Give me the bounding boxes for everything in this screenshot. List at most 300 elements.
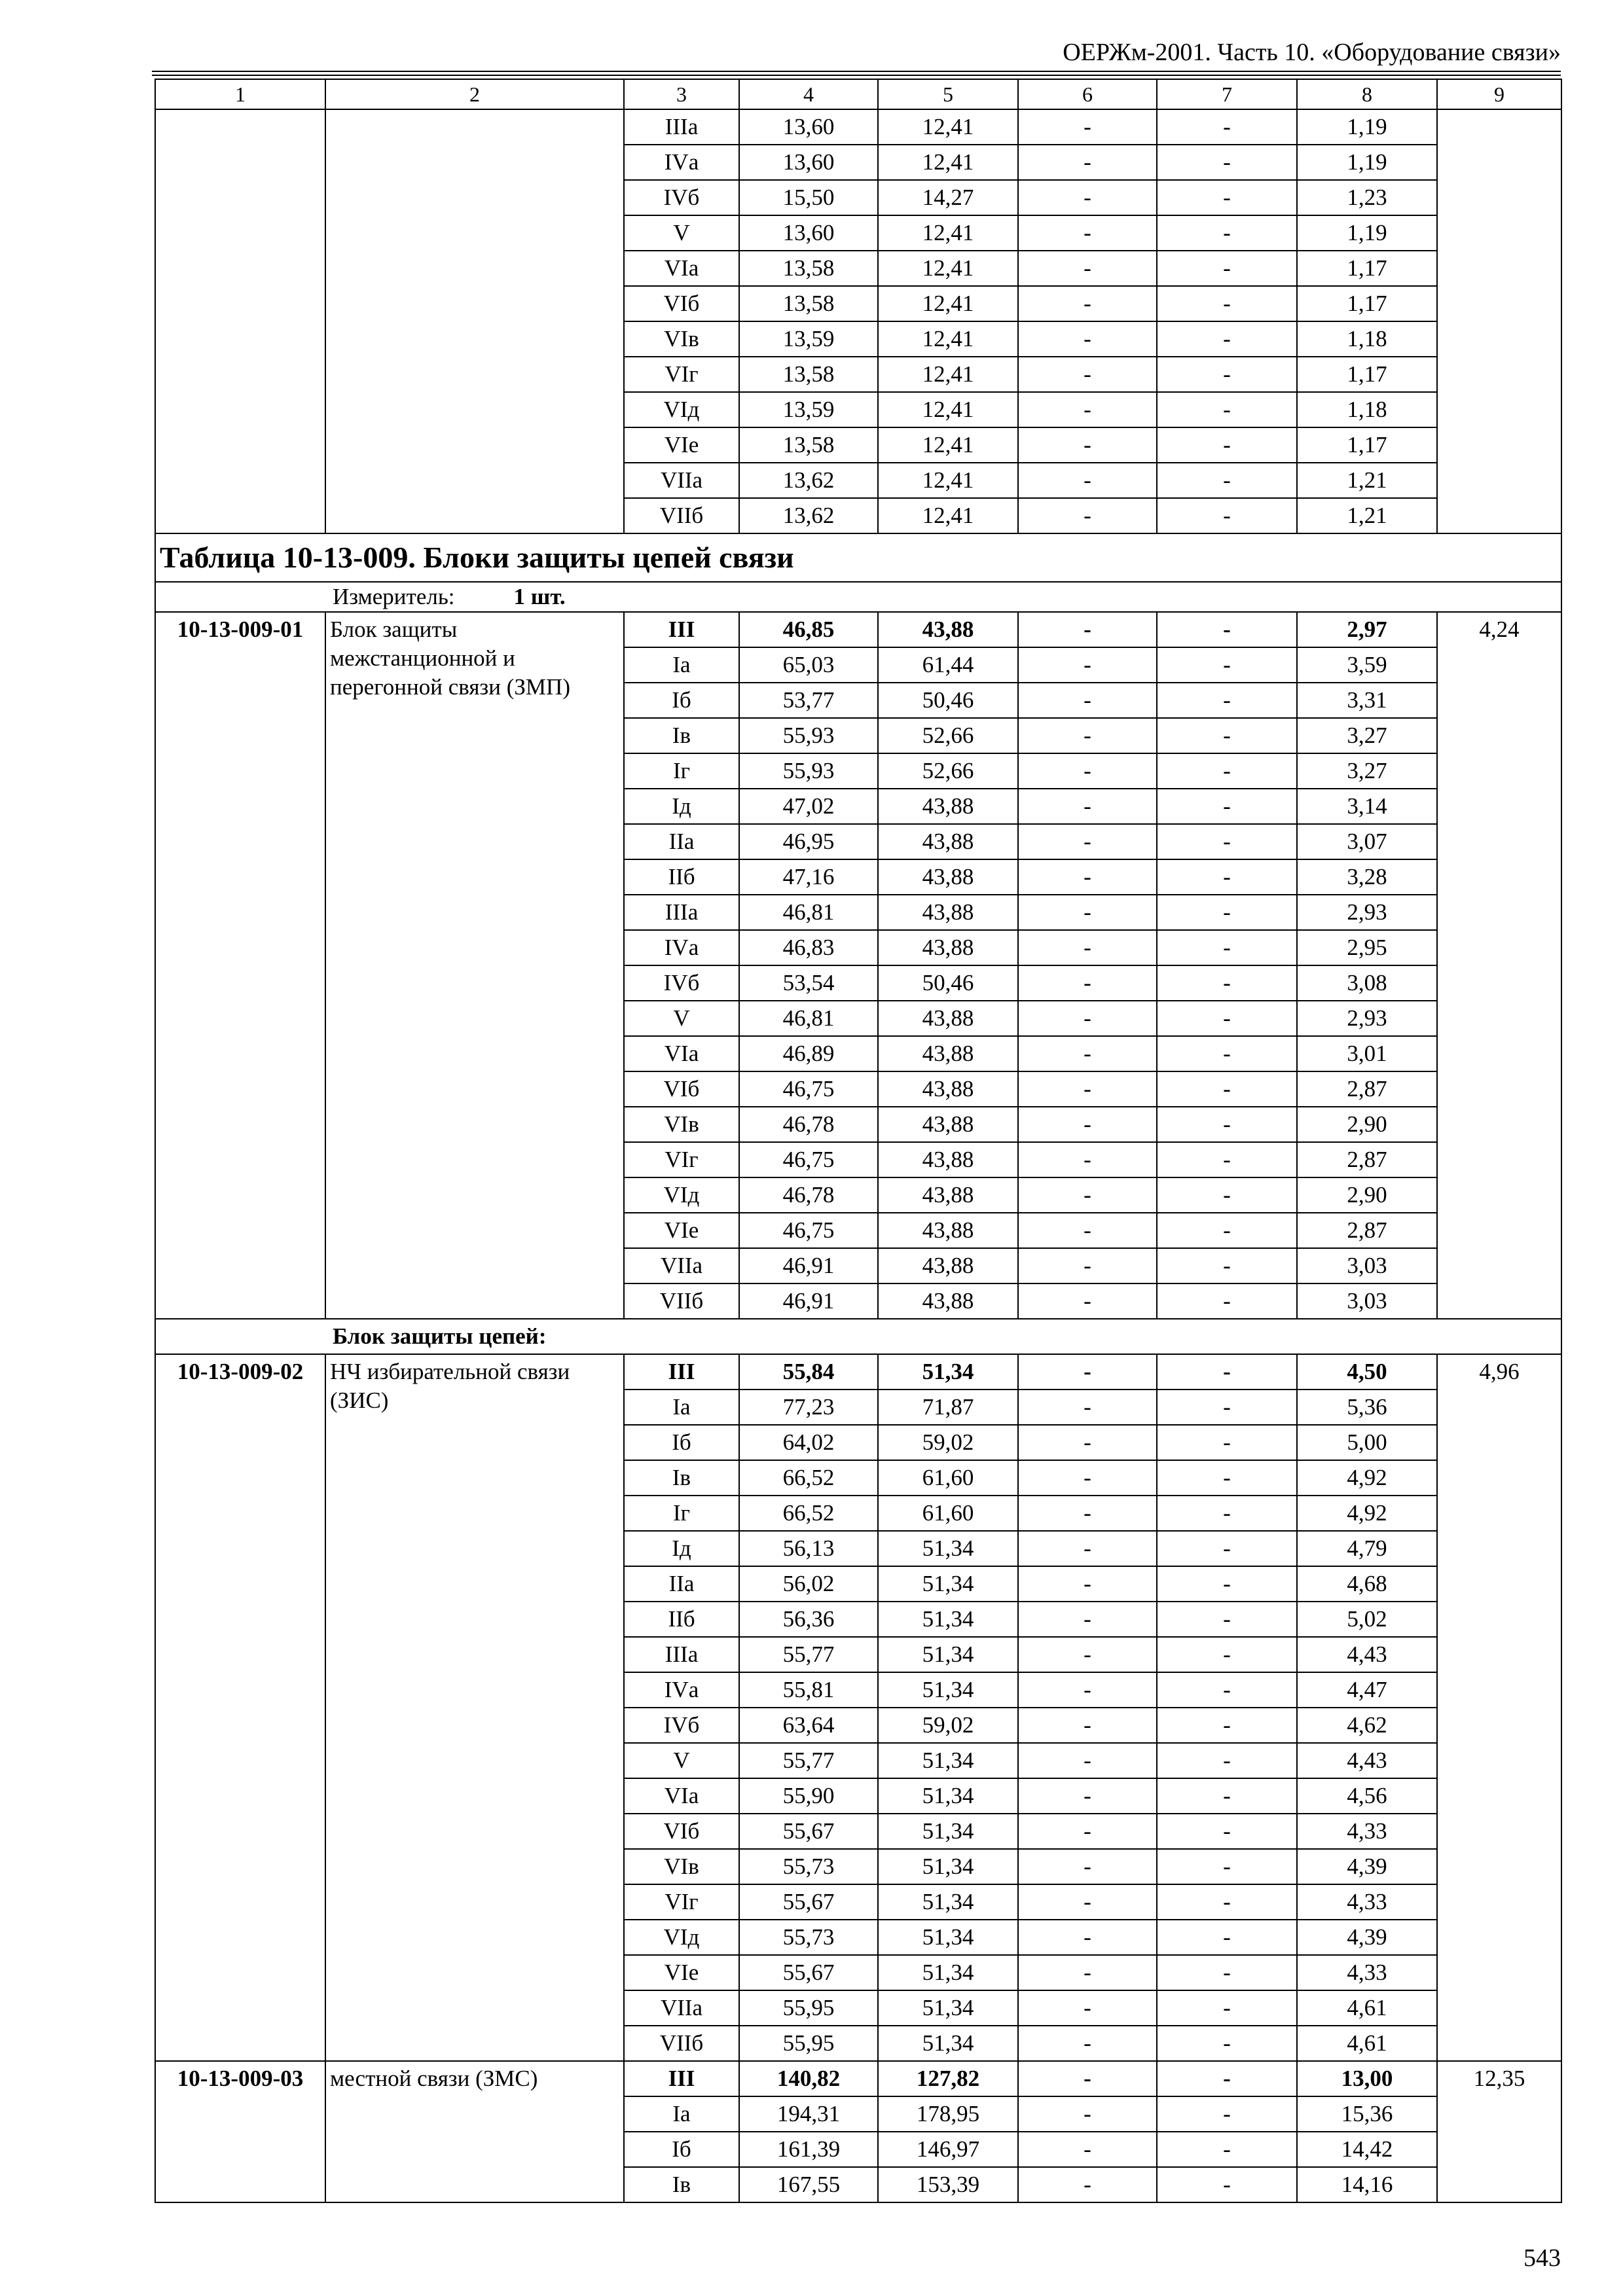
value-cell: 1,18 <box>1297 321 1437 357</box>
value-cell: 56,02 <box>739 1566 878 1602</box>
value-cell: - <box>1157 357 1297 392</box>
zone-cell: IIIа <box>624 1637 739 1672</box>
zone-cell: IIб <box>624 1602 739 1637</box>
value-cell: 43,88 <box>878 1107 1018 1142</box>
value-cell: 3,28 <box>1297 859 1437 895</box>
zone-cell: V <box>624 1001 739 1036</box>
value-cell: 2,90 <box>1297 1177 1437 1213</box>
meter-value: 1 шт. <box>513 584 566 609</box>
value-cell: 4,33 <box>1297 1884 1437 1920</box>
value-cell: 63,64 <box>739 1708 878 1743</box>
value-cell: 12,41 <box>878 109 1018 145</box>
value-cell: 3,27 <box>1297 718 1437 753</box>
value-cell: - <box>1157 1708 1297 1743</box>
value-cell: - <box>1157 215 1297 251</box>
zone-cell: VIIб <box>624 2026 739 2061</box>
item-code: 10-13-009-01 <box>155 612 325 1319</box>
value-cell: - <box>1157 1460 1297 1496</box>
value-cell: - <box>1018 683 1157 718</box>
value-cell: 1,18 <box>1297 392 1437 427</box>
value-cell: - <box>1018 1390 1157 1425</box>
zone-cell: VIе <box>624 1213 739 1248</box>
value-cell: - <box>1157 789 1297 824</box>
value-cell: - <box>1157 1425 1297 1460</box>
item-name: Блок защиты межстанционной и перегонной связи (ЗМП) <box>325 612 624 1319</box>
value-cell: 43,88 <box>878 1001 1018 1036</box>
item-code: 10-13-009-03 <box>155 2061 325 2202</box>
value-cell: 61,44 <box>878 647 1018 683</box>
value-cell: - <box>1157 930 1297 965</box>
zone-cell: Iг <box>624 753 739 789</box>
value-cell: - <box>1018 1283 1157 1319</box>
zone-cell: Iа <box>624 1390 739 1425</box>
value-cell: 65,03 <box>739 647 878 683</box>
value-cell: - <box>1157 463 1297 498</box>
column-number: 5 <box>878 79 1018 109</box>
value-cell: - <box>1018 321 1157 357</box>
zone-cell: VIб <box>624 1071 739 1107</box>
value-cell: 43,88 <box>878 1036 1018 1071</box>
value-cell: - <box>1018 1814 1157 1849</box>
zone-cell: Iа <box>624 647 739 683</box>
value-cell: 146,97 <box>878 2132 1018 2167</box>
column-number: 1 <box>155 79 325 109</box>
column-number: 4 <box>739 79 878 109</box>
value-cell: 4,47 <box>1297 1672 1437 1708</box>
value-cell: 55,93 <box>739 753 878 789</box>
value-cell: 3,01 <box>1297 1036 1437 1071</box>
value-cell: 51,34 <box>878 1531 1018 1566</box>
value-cell: 52,66 <box>878 718 1018 753</box>
value-cell: 55,84 <box>739 1354 878 1390</box>
value-cell: - <box>1157 180 1297 215</box>
value-cell: - <box>1157 1920 1297 1955</box>
value-cell: - <box>1018 753 1157 789</box>
zone-cell: Iб <box>624 2132 739 2167</box>
zone-cell: Iв <box>624 1460 739 1496</box>
value-cell: - <box>1157 1142 1297 1177</box>
value-cell: 2,87 <box>1297 1142 1437 1177</box>
value-cell: 127,82 <box>878 2061 1018 2096</box>
value-cell: 51,34 <box>878 1920 1018 1955</box>
rates-table <box>155 79 1562 2203</box>
value-cell: 4,61 <box>1297 1990 1437 2026</box>
value-cell: 4,39 <box>1297 1920 1437 1955</box>
value-cell: - <box>1157 1990 1297 2026</box>
value-cell: 43,88 <box>878 824 1018 859</box>
value-cell: 4,68 <box>1297 1566 1437 1602</box>
value-cell: 13,58 <box>739 427 878 463</box>
value-cell: - <box>1157 1036 1297 1071</box>
column-numbers-row <box>155 79 1561 109</box>
zone-cell: VIIб <box>624 1283 739 1319</box>
value-cell: 4,43 <box>1297 1637 1437 1672</box>
value-cell: - <box>1018 1778 1157 1814</box>
value-cell: - <box>1018 895 1157 930</box>
value-cell: 43,88 <box>878 612 1018 647</box>
value-cell: - <box>1018 1213 1157 1248</box>
value-cell: 46,78 <box>739 1177 878 1213</box>
value-cell: 13,62 <box>739 498 878 533</box>
value-cell: 46,95 <box>739 824 878 859</box>
value-cell: - <box>1018 930 1157 965</box>
value-cell: - <box>1018 109 1157 145</box>
value-cell: - <box>1018 789 1157 824</box>
value-cell: - <box>1018 1248 1157 1283</box>
value-cell: - <box>1157 1637 1297 1672</box>
value-cell: 2,93 <box>1297 895 1437 930</box>
zone-cell: IVа <box>624 1672 739 1708</box>
value-cell: 153,39 <box>878 2167 1018 2202</box>
value-cell: 3,03 <box>1297 1248 1437 1283</box>
zone-cell: VIIа <box>624 1248 739 1283</box>
value-cell: 46,75 <box>739 1213 878 1248</box>
meter-label: Измеритель: <box>333 584 455 609</box>
value-cell: - <box>1157 718 1297 753</box>
zone-cell: Iв <box>624 2167 739 2202</box>
value-cell: 43,88 <box>878 789 1018 824</box>
value-cell: 13,59 <box>739 392 878 427</box>
value-cell: 4,79 <box>1297 1531 1437 1566</box>
value-cell: - <box>1157 1955 1297 1990</box>
value-cell: 46,75 <box>739 1142 878 1177</box>
value-cell: 51,34 <box>878 1602 1018 1637</box>
column-number: 3 <box>624 79 739 109</box>
value-cell: 12,41 <box>878 145 1018 180</box>
value-cell: 47,02 <box>739 789 878 824</box>
value-cell: 14,16 <box>1297 2167 1437 2202</box>
value-cell: 55,73 <box>739 1920 878 1955</box>
value-cell: - <box>1018 1672 1157 1708</box>
value-cell: 51,34 <box>878 1672 1018 1708</box>
value-cell: 50,46 <box>878 683 1018 718</box>
value-cell: 4,62 <box>1297 1708 1437 1743</box>
value-cell: 1,23 <box>1297 180 1437 215</box>
empty-cell <box>155 109 325 533</box>
value-cell: 55,77 <box>739 1743 878 1778</box>
value-cell: 5,36 <box>1297 1390 1437 1425</box>
value-cell: - <box>1018 647 1157 683</box>
value-cell: - <box>1157 1743 1297 1778</box>
value-cell: - <box>1157 2096 1297 2132</box>
value-cell: 51,34 <box>878 1354 1018 1390</box>
value-cell: 1,19 <box>1297 109 1437 145</box>
value-cell: 46,81 <box>739 895 878 930</box>
zone-cell: IIб <box>624 859 739 895</box>
table-row <box>155 2061 1561 2096</box>
value-cell: - <box>1018 1425 1157 1460</box>
value-cell: - <box>1157 2061 1297 2096</box>
value-cell: 178,95 <box>878 2096 1018 2132</box>
zone-cell: IVа <box>624 145 739 180</box>
value-cell: - <box>1157 109 1297 145</box>
value-cell: - <box>1018 612 1157 647</box>
value-cell: - <box>1157 1071 1297 1107</box>
value-cell: 3,08 <box>1297 965 1437 1001</box>
value-cell: - <box>1018 718 1157 753</box>
page-number: 543 <box>1523 2244 1561 2272</box>
value-cell: - <box>1018 427 1157 463</box>
value-cell: 4,43 <box>1297 1743 1437 1778</box>
value-cell: 55,67 <box>739 1955 878 1990</box>
value-cell: 15,36 <box>1297 2096 1437 2132</box>
value-cell: 2,95 <box>1297 930 1437 965</box>
value-cell: 46,91 <box>739 1283 878 1319</box>
value-cell: 46,91 <box>739 1248 878 1283</box>
value-cell: 46,89 <box>739 1036 878 1071</box>
column-number: 8 <box>1297 79 1437 109</box>
value-cell: 43,88 <box>878 1213 1018 1248</box>
value-cell: 14,42 <box>1297 2132 1437 2167</box>
value-cell: 1,19 <box>1297 215 1437 251</box>
value-cell: 43,88 <box>878 1177 1018 1213</box>
zone-cell: VIд <box>624 1177 739 1213</box>
value-cell: 43,88 <box>878 895 1018 930</box>
value-cell: 12,41 <box>878 251 1018 286</box>
value-cell: - <box>1018 145 1157 180</box>
value-cell: 46,75 <box>739 1071 878 1107</box>
zone-cell: V <box>624 1743 739 1778</box>
value-cell: 4,39 <box>1297 1849 1437 1884</box>
zone-cell: V <box>624 215 739 251</box>
value-cell: 4,61 <box>1297 2026 1437 2061</box>
zone-cell: Iд <box>624 789 739 824</box>
value-cell: - <box>1018 965 1157 1001</box>
value-cell: 1,17 <box>1297 427 1437 463</box>
value-cell: 13,60 <box>739 145 878 180</box>
zone-cell: VIд <box>624 392 739 427</box>
value-cell: 12,41 <box>878 357 1018 392</box>
value-cell: 51,34 <box>878 2026 1018 2061</box>
zone-cell: Iг <box>624 1496 739 1531</box>
table-body <box>155 79 1561 2202</box>
value-cell: 4,56 <box>1297 1778 1437 1814</box>
value-cell: 46,81 <box>739 1001 878 1036</box>
zone-cell: Iб <box>624 1425 739 1460</box>
value-cell: 1,19 <box>1297 145 1437 180</box>
zone-cell: IVб <box>624 965 739 1001</box>
value-cell: 2,93 <box>1297 1001 1437 1036</box>
value-cell: 61,60 <box>878 1460 1018 1496</box>
value-cell: - <box>1018 180 1157 215</box>
value-cell: - <box>1018 357 1157 392</box>
value-cell: 51,34 <box>878 1637 1018 1672</box>
zone-cell: VIб <box>624 286 739 321</box>
value-cell: - <box>1157 1602 1297 1637</box>
value-cell: 13,58 <box>739 251 878 286</box>
zone-cell: VIе <box>624 427 739 463</box>
zone-cell: VIIа <box>624 463 739 498</box>
value-cell: 50,46 <box>878 965 1018 1001</box>
value-cell: 55,73 <box>739 1849 878 1884</box>
column-number: 6 <box>1018 79 1157 109</box>
value-cell: 167,55 <box>739 2167 878 2202</box>
value-cell: - <box>1157 321 1297 357</box>
value-cell: - <box>1018 1708 1157 1743</box>
value-cell: 55,77 <box>739 1637 878 1672</box>
value-cell: - <box>1018 1460 1157 1496</box>
zone-cell: VIв <box>624 1849 739 1884</box>
zone-cell: IIIа <box>624 109 739 145</box>
value-cell: 55,95 <box>739 1990 878 2026</box>
meter-row <box>155 582 1561 612</box>
value-cell: - <box>1018 1602 1157 1637</box>
value-cell: - <box>1018 824 1157 859</box>
value-cell: - <box>1157 2026 1297 2061</box>
subheading: Блок защиты цепей: <box>333 1323 547 1349</box>
zone-cell: IVа <box>624 930 739 965</box>
value-cell: 2,97 <box>1297 612 1437 647</box>
value-cell: 55,67 <box>739 1814 878 1849</box>
value-cell: - <box>1157 1814 1297 1849</box>
zone-cell: VIд <box>624 1920 739 1955</box>
value-cell: - <box>1018 1743 1157 1778</box>
value-cell: 51,34 <box>878 1849 1018 1884</box>
column-number: 7 <box>1157 79 1297 109</box>
value-cell: 13,59 <box>739 321 878 357</box>
value-cell: - <box>1018 1884 1157 1920</box>
page-header: ОЕРЖм-2001. Часть 10. «Оборудование связи» <box>1063 39 1561 66</box>
value-cell: - <box>1018 1177 1157 1213</box>
zone-cell: VIб <box>624 1814 739 1849</box>
value-cell: - <box>1018 2096 1157 2132</box>
value-cell: - <box>1157 498 1297 533</box>
value-cell: 55,81 <box>739 1672 878 1708</box>
item-col9: 4,96 <box>1437 1354 1561 2061</box>
value-cell: - <box>1018 1566 1157 1602</box>
value-cell: - <box>1018 1496 1157 1531</box>
table-title-row <box>155 533 1561 582</box>
zone-cell: VIа <box>624 1778 739 1814</box>
value-cell: - <box>1157 392 1297 427</box>
value-cell: 59,02 <box>878 1708 1018 1743</box>
value-cell: 55,90 <box>739 1778 878 1814</box>
value-cell: - <box>1018 392 1157 427</box>
value-cell: 46,83 <box>739 930 878 965</box>
value-cell: - <box>1157 427 1297 463</box>
zone-cell: VIа <box>624 251 739 286</box>
empty-cell <box>325 109 624 533</box>
table-row <box>155 612 1561 647</box>
zone-cell: III <box>624 2061 739 2096</box>
value-cell: 77,23 <box>739 1390 878 1425</box>
value-cell: - <box>1018 463 1157 498</box>
value-cell: - <box>1018 215 1157 251</box>
value-cell: - <box>1018 859 1157 895</box>
value-cell: 43,88 <box>878 1071 1018 1107</box>
value-cell: 66,52 <box>739 1496 878 1531</box>
zone-cell: VIг <box>624 1884 739 1920</box>
value-cell: 12,41 <box>878 427 1018 463</box>
value-cell: - <box>1157 286 1297 321</box>
value-cell: - <box>1018 1354 1157 1390</box>
value-cell: 43,88 <box>878 1142 1018 1177</box>
value-cell: - <box>1157 1001 1297 1036</box>
value-cell: - <box>1157 1354 1297 1390</box>
value-cell: 53,54 <box>739 965 878 1001</box>
value-cell: 55,93 <box>739 718 878 753</box>
item-col9: 12,35 <box>1437 2061 1561 2202</box>
value-cell: - <box>1157 859 1297 895</box>
value-cell: 61,60 <box>878 1496 1018 1531</box>
zone-cell: VIв <box>624 1107 739 1142</box>
zone-cell: Iб <box>624 683 739 718</box>
value-cell: - <box>1157 683 1297 718</box>
value-cell: 14,27 <box>878 180 1018 215</box>
value-cell: 1,17 <box>1297 286 1437 321</box>
value-cell: - <box>1018 498 1157 533</box>
value-cell: 3,14 <box>1297 789 1437 824</box>
value-cell: - <box>1157 1531 1297 1566</box>
value-cell: - <box>1157 753 1297 789</box>
value-cell: - <box>1018 286 1157 321</box>
value-cell: 161,39 <box>739 2132 878 2167</box>
zone-cell: Iд <box>624 1531 739 1566</box>
subheading-cell <box>155 1319 1561 1354</box>
value-cell: - <box>1157 1884 1297 1920</box>
value-cell: 51,34 <box>878 1743 1018 1778</box>
value-cell: 5,02 <box>1297 1602 1437 1637</box>
value-cell: - <box>1157 1107 1297 1142</box>
value-cell: 1,21 <box>1297 463 1437 498</box>
value-cell: 3,27 <box>1297 753 1437 789</box>
value-cell: 12,41 <box>878 321 1018 357</box>
value-cell: 13,58 <box>739 357 878 392</box>
value-cell: 4,92 <box>1297 1460 1437 1496</box>
zone-cell: IIа <box>624 824 739 859</box>
zone-cell: Iа <box>624 2096 739 2132</box>
value-cell: 55,95 <box>739 2026 878 2061</box>
zone-cell: VIIб <box>624 498 739 533</box>
value-cell: 13,58 <box>739 286 878 321</box>
value-cell: 64,02 <box>739 1425 878 1460</box>
value-cell: - <box>1157 145 1297 180</box>
value-cell: 12,41 <box>878 392 1018 427</box>
value-cell: - <box>1157 1566 1297 1602</box>
value-cell: 13,60 <box>739 109 878 145</box>
zone-cell: VIа <box>624 1036 739 1071</box>
value-cell: 12,41 <box>878 463 1018 498</box>
value-cell: - <box>1157 2132 1297 2167</box>
value-cell: 51,34 <box>878 1955 1018 1990</box>
value-cell: 51,34 <box>878 1884 1018 1920</box>
value-cell: 43,88 <box>878 1283 1018 1319</box>
value-cell: 53,77 <box>739 683 878 718</box>
zone-cell: IVб <box>624 180 739 215</box>
value-cell: - <box>1018 1107 1157 1142</box>
column-number: 2 <box>325 79 624 109</box>
value-cell: 2,87 <box>1297 1071 1437 1107</box>
value-cell: 4,50 <box>1297 1354 1437 1390</box>
value-cell: - <box>1157 895 1297 930</box>
value-cell: 56,13 <box>739 1531 878 1566</box>
value-cell: - <box>1018 2026 1157 2061</box>
item-code: 10-13-009-02 <box>155 1354 325 2061</box>
value-cell: - <box>1018 1849 1157 1884</box>
zone-cell: III <box>624 1354 739 1390</box>
value-cell: - <box>1157 1849 1297 1884</box>
value-cell: 13,00 <box>1297 2061 1437 2096</box>
header-rule <box>152 71 1561 76</box>
value-cell: 46,85 <box>739 612 878 647</box>
value-cell: - <box>1018 1531 1157 1566</box>
value-cell: 66,52 <box>739 1460 878 1496</box>
value-cell: 3,31 <box>1297 683 1437 718</box>
table-row <box>155 1354 1561 1390</box>
value-cell: - <box>1157 965 1297 1001</box>
value-cell: 5,00 <box>1297 1425 1437 1460</box>
value-cell: - <box>1157 1177 1297 1213</box>
